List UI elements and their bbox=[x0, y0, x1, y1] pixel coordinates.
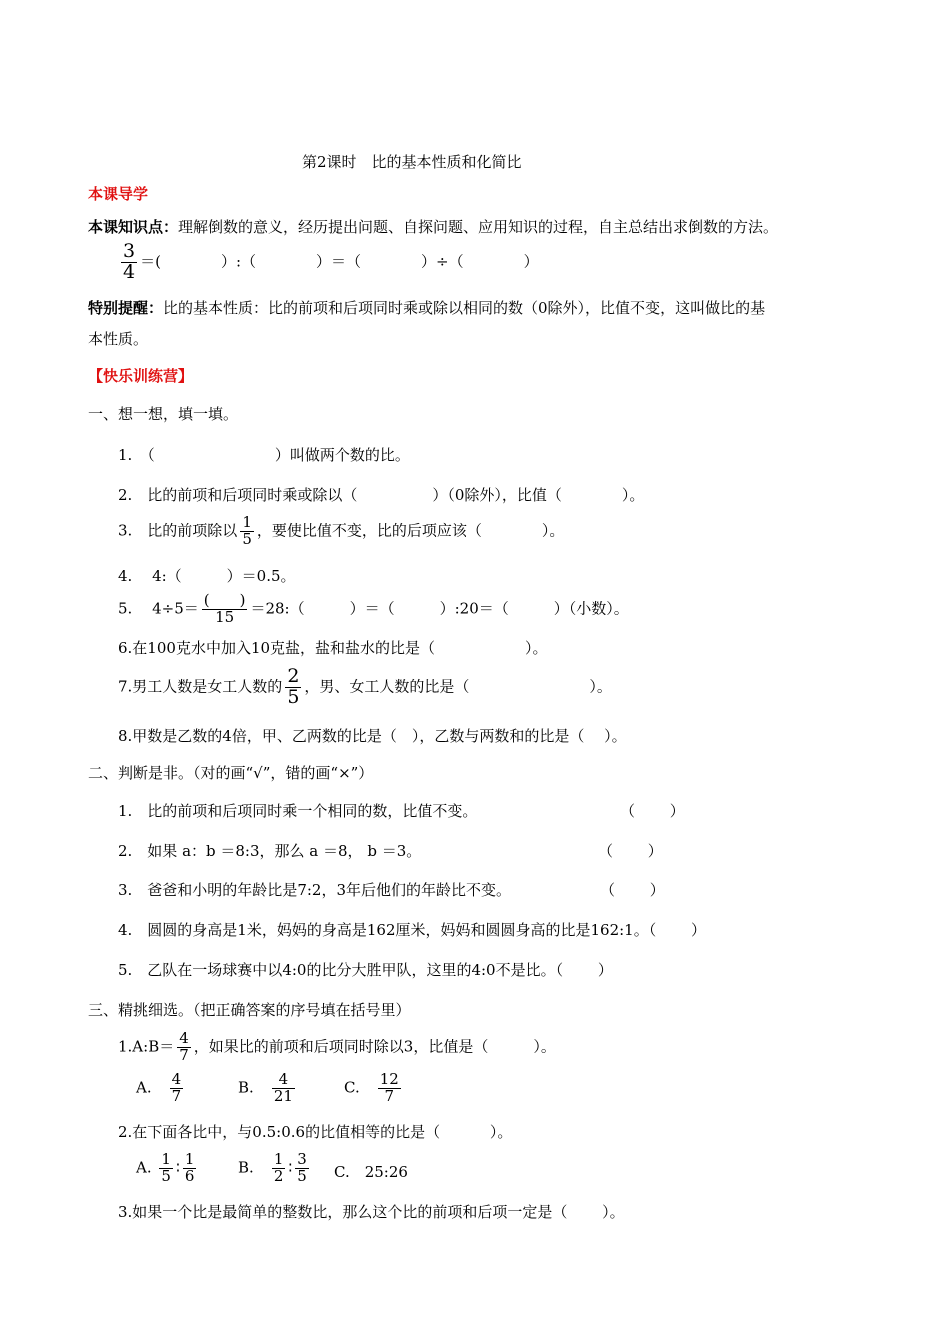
sec1-q5: 5. 4÷5＝ $\frac{( )}{15}$ ＝28:（ ）＝（ ）:20＝（ ）（小数）。 bbox=[118, 591, 629, 626]
tip-line bbox=[88, 298, 765, 318]
sec2-q4: 4. 圆圆的身高是1米，妈妈的身高是162厘米，妈妈和圆圆身高的比是162:1。（ ） bbox=[118, 921, 706, 939]
sec3-q1-option-a: A. $\frac{4}{7}$ bbox=[136, 1070, 182, 1105]
intro-fraction: $\frac{3}{4}$ bbox=[123, 240, 136, 283]
sec1-q3-fraction: $\frac{1}{5}$ bbox=[242, 513, 252, 548]
tip-label: 特别提醒： bbox=[88, 299, 164, 317]
sec3-q2: 2.在下面各比中，与0.5:0.6的比值相等的比是（ ）。 bbox=[118, 1123, 513, 1141]
camp-header: 【快乐训练营】 bbox=[88, 367, 194, 385]
sec2-q5: 5. 乙队在一场球赛中以4:0的比分大胜甲队，这里的4:0不是比。（ ） bbox=[118, 961, 613, 979]
sec1-q7: 7.男工人数是女工人数的 $\frac{2}{5}$ ，男、女工人数的比是（ ）。 bbox=[118, 665, 612, 708]
sec2-heading: 二、判断是非。（对的画“√”，错的画“×”） bbox=[88, 764, 374, 782]
sec1-q5-fraction: $\frac{( )}{15}$ bbox=[203, 591, 246, 626]
sec1-q6: 6.在100克水中加入10克盐，盐和盐水的比是（ ）。 bbox=[118, 639, 548, 657]
tip-text: 比的基本性质：比的前项和后项同时乘或除以相同的数（0除外），比值不变，这叫做比的基 bbox=[163, 299, 766, 317]
sec2-q3-paren: （ ） bbox=[600, 881, 665, 899]
sec3-q1-fraction: $\frac{4}{7}$ bbox=[179, 1029, 189, 1064]
knowledge-label: 本课知识点： bbox=[88, 218, 179, 236]
sec1-heading: 一、想一想，填一填。 bbox=[88, 405, 239, 423]
sec2-q2-paren: （ ） bbox=[598, 842, 663, 860]
knowledge-text: 理解倒数的意义，经历提出问题、自探问题、应用知识的过程，自主总结出求倒数的方法。 bbox=[178, 218, 779, 236]
intro-expr-text: ＝( ）:（ ）＝（ ）÷（ ） bbox=[140, 252, 539, 271]
sec1-q8: 8.甲数是乙数的4倍，甲、乙两数的比是（ ），乙数与两数和的比是（ ）。 bbox=[118, 727, 627, 745]
sec1-q7-fraction: $\frac{2}{5}$ bbox=[287, 665, 300, 708]
intro-expression bbox=[118, 242, 539, 283]
sec3-q2-option-a: A. $\frac{1}{5}$ ∶ $\frac{1}{6}$ bbox=[136, 1150, 195, 1185]
tip-line-2: 本性质。 bbox=[88, 330, 149, 348]
sec3-heading: 三、精挑细选。（把正确答案的序号填在括号里） bbox=[88, 1001, 411, 1019]
sec1-q4: 4. 4:（ ）＝0.5。 bbox=[118, 567, 296, 585]
sec1-q1: 1. （ ）叫做两个数的比。 bbox=[118, 446, 410, 464]
sec1-q2: 2. 比的前项和后项同时乘或除以（ ）（0除外），比值（ ）。 bbox=[118, 486, 645, 504]
sec3-q1-option-c: C. $\frac{12}{7}$ bbox=[344, 1070, 399, 1105]
knowledge-line bbox=[88, 217, 778, 237]
sec3-q1-option-b: B. $\frac{4}{21}$ bbox=[238, 1070, 293, 1105]
sec3-q3: 3.如果一个比是最简单的整数比，那么这个比的前项和后项一定是（ ）。 bbox=[118, 1203, 625, 1221]
guide-header: 本课导学 bbox=[88, 185, 149, 203]
sec2-q2: 2. 如果 a：b ＝8:3，那么 a ＝8， b ＝3。 bbox=[118, 842, 422, 860]
sec3-q2-option-b: B. $\frac{1}{2}$ ∶ $\frac{3}{5}$ bbox=[238, 1150, 307, 1185]
sec3-q2-option-c: C. 25:26 bbox=[334, 1163, 408, 1181]
page-title: 第2课时 比的基本性质和化简比 bbox=[302, 153, 522, 171]
sec2-q1: 1. 比的前项和后项同时乘一个相同的数，比值不变。 bbox=[118, 802, 478, 820]
sec3-q1: 1.A:B＝ $\frac{4}{7}$ ，如果比的前项和后项同时除以3，比值是（ ）。 bbox=[118, 1029, 556, 1064]
sec2-q3: 3. 爸爸和小明的年龄比是7:2，3年后他们的年龄比不变。 bbox=[118, 881, 511, 899]
sec2-q1-paren: （ ） bbox=[620, 802, 685, 820]
sec1-q3: 3. 比的前项除以 $\frac{1}{5}$ ，要使比值不变，比的后项应该（ ）。 bbox=[118, 513, 565, 548]
